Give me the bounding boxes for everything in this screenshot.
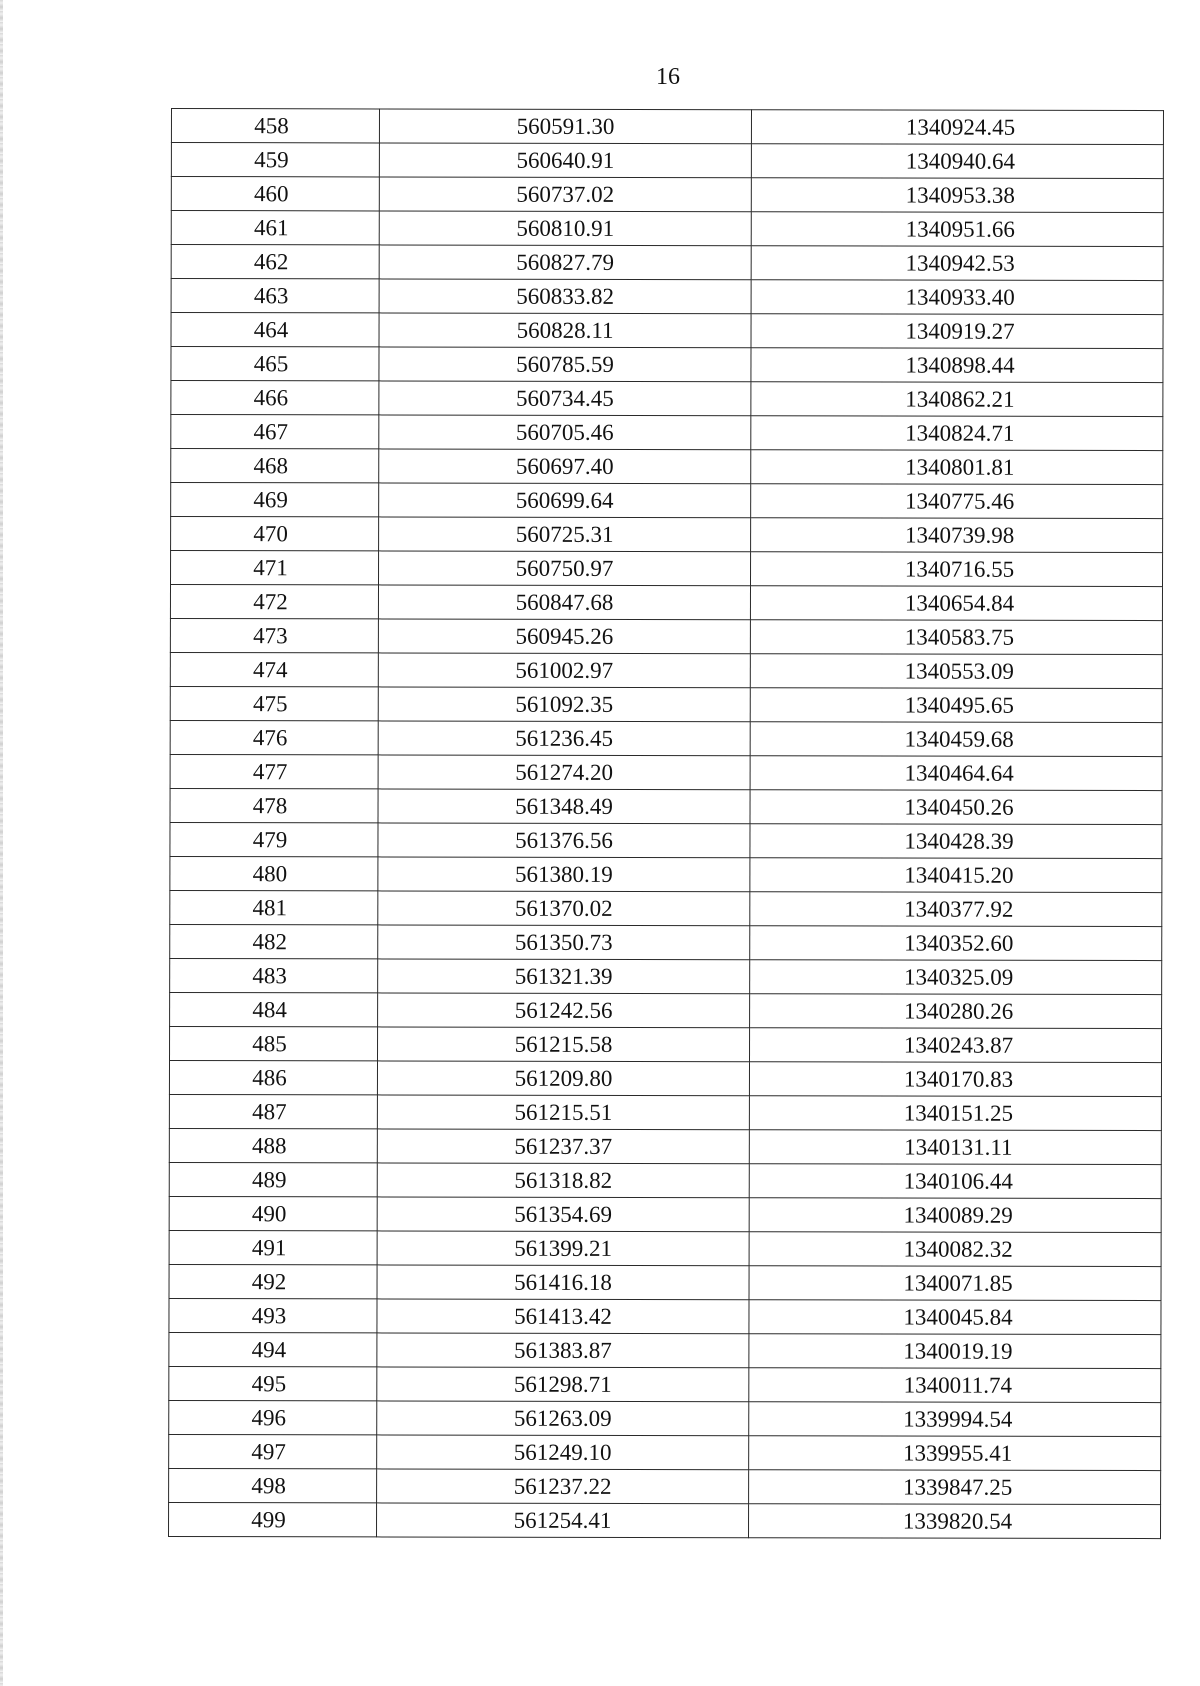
table-row [169, 1094, 1161, 1130]
y-coordinate-cell: 1340151.25 [749, 1096, 1161, 1131]
point-number-cell: 461 [171, 211, 379, 245]
y-coordinate-cell: 1340924.45 [751, 110, 1163, 145]
point-number-cell: 465 [171, 347, 379, 381]
table-row [170, 618, 1162, 654]
point-number-cell: 458 [171, 109, 379, 143]
x-coordinate-cell: 561002.97 [378, 653, 750, 688]
x-coordinate-cell: 561274.20 [378, 755, 750, 790]
y-coordinate-cell: 1340862.21 [751, 382, 1163, 417]
x-coordinate-cell: 560828.11 [379, 313, 751, 348]
y-coordinate-cell: 1339955.41 [749, 1436, 1161, 1471]
y-coordinate-cell: 1340940.64 [751, 144, 1163, 179]
y-coordinate-cell: 1340415.20 [750, 858, 1162, 893]
y-coordinate-cell: 1340933.40 [751, 280, 1163, 315]
point-number-cell: 472 [170, 585, 378, 619]
table-row [170, 652, 1162, 688]
table-row [170, 585, 1162, 621]
point-number-cell: 460 [171, 177, 379, 211]
table-row [169, 1230, 1161, 1266]
table-row [171, 177, 1163, 213]
x-coordinate-cell: 560699.64 [379, 483, 751, 518]
x-coordinate-cell: 561354.69 [377, 1197, 749, 1232]
table-row [170, 822, 1162, 858]
table-row [170, 788, 1162, 824]
table-row [171, 279, 1163, 315]
point-number-cell: 495 [169, 1366, 377, 1400]
x-coordinate-cell: 560640.91 [379, 143, 751, 178]
x-coordinate-cell: 561263.09 [377, 1401, 749, 1436]
x-coordinate-cell: 561242.56 [378, 993, 750, 1028]
table-row [171, 381, 1163, 417]
y-coordinate-cell: 1340553.09 [750, 654, 1162, 689]
point-number-cell: 475 [170, 686, 378, 720]
table-row [169, 1264, 1161, 1300]
point-number-cell: 476 [170, 720, 378, 754]
y-coordinate-cell: 1340428.39 [750, 824, 1162, 859]
y-coordinate-cell: 1340583.75 [750, 620, 1162, 655]
x-coordinate-cell: 561215.58 [378, 1027, 750, 1062]
table-row [171, 211, 1163, 247]
table-row [170, 1026, 1162, 1062]
point-number-cell: 493 [169, 1298, 377, 1332]
point-number-cell: 480 [170, 856, 378, 890]
table-row [170, 958, 1162, 994]
point-number-cell: 462 [171, 245, 379, 279]
y-coordinate-cell: 1340953.38 [751, 178, 1163, 213]
y-coordinate-cell: 1340951.66 [751, 212, 1163, 247]
table-row [170, 992, 1162, 1028]
point-number-cell: 490 [169, 1196, 377, 1230]
x-coordinate-cell: 560591.30 [379, 109, 751, 144]
x-coordinate-cell: 560737.02 [379, 177, 751, 212]
x-coordinate-cell: 560827.79 [379, 245, 751, 280]
x-coordinate-cell: 560945.26 [378, 619, 750, 654]
y-coordinate-cell: 1340919.27 [751, 314, 1163, 349]
y-coordinate-cell: 1340654.84 [750, 586, 1162, 621]
y-coordinate-cell: 1340082.32 [749, 1232, 1161, 1267]
x-coordinate-cell: 561348.49 [378, 789, 750, 824]
table-row [171, 143, 1163, 179]
table-row [169, 1332, 1161, 1368]
x-coordinate-cell: 561209.80 [377, 1061, 749, 1096]
x-coordinate-cell: 561376.56 [378, 823, 750, 858]
x-coordinate-cell: 561254.41 [377, 1503, 749, 1538]
point-number-cell: 467 [171, 415, 379, 449]
point-number-cell: 463 [171, 279, 379, 313]
point-number-cell: 481 [170, 890, 378, 924]
y-coordinate-cell: 1340464.64 [750, 756, 1162, 791]
y-coordinate-cell: 1340352.60 [750, 926, 1162, 961]
point-number-cell: 489 [169, 1162, 377, 1196]
y-coordinate-cell: 1340801.81 [751, 450, 1163, 485]
point-number-cell: 486 [169, 1060, 377, 1094]
x-coordinate-cell: 561298.71 [377, 1367, 749, 1402]
y-coordinate-cell: 1340325.09 [750, 960, 1162, 995]
point-number-cell: 468 [171, 449, 379, 483]
table-row [171, 483, 1163, 519]
y-coordinate-cell: 1340377.92 [750, 892, 1162, 927]
point-number-cell: 459 [171, 143, 379, 177]
point-number-cell: 494 [169, 1332, 377, 1366]
point-number-cell: 473 [170, 618, 378, 652]
table-row [170, 686, 1162, 722]
x-coordinate-cell: 561237.37 [377, 1129, 749, 1164]
y-coordinate-cell: 1340243.87 [750, 1028, 1162, 1063]
x-coordinate-cell: 560810.91 [379, 211, 751, 246]
point-number-cell: 492 [169, 1264, 377, 1298]
point-number-cell: 488 [169, 1128, 377, 1162]
table-row [170, 720, 1162, 756]
coordinates-table-body [169, 109, 1164, 1539]
x-coordinate-cell: 560697.40 [379, 449, 751, 484]
table-row [169, 1434, 1161, 1470]
x-coordinate-cell: 561416.18 [377, 1265, 749, 1300]
x-coordinate-cell: 561215.51 [377, 1095, 749, 1130]
x-coordinate-cell: 560785.59 [379, 347, 751, 382]
point-number-cell: 487 [169, 1094, 377, 1128]
table-row [170, 856, 1162, 892]
table-row [169, 1128, 1161, 1164]
x-coordinate-cell: 561092.35 [378, 687, 750, 722]
scan-edge [0, 0, 3, 1686]
x-coordinate-cell: 561318.82 [377, 1163, 749, 1198]
y-coordinate-cell: 1340089.29 [749, 1198, 1161, 1233]
y-coordinate-cell: 1339847.25 [749, 1470, 1161, 1505]
y-coordinate-cell: 1340280.26 [750, 994, 1162, 1029]
table-row [169, 1468, 1161, 1504]
point-number-cell: 491 [169, 1230, 377, 1264]
table-row [171, 245, 1163, 281]
table-row [169, 1400, 1161, 1436]
x-coordinate-cell: 560725.31 [379, 517, 751, 552]
y-coordinate-cell: 1340045.84 [749, 1300, 1161, 1335]
point-number-cell: 479 [170, 822, 378, 856]
table-row [170, 924, 1162, 960]
point-number-cell: 469 [171, 483, 379, 517]
x-coordinate-cell: 561237.22 [377, 1469, 749, 1504]
point-number-cell: 484 [170, 992, 378, 1026]
point-number-cell: 470 [171, 517, 379, 551]
x-coordinate-cell: 561399.21 [377, 1231, 749, 1266]
point-number-cell: 466 [171, 381, 379, 415]
table-row [169, 1298, 1161, 1334]
y-coordinate-cell: 1340942.53 [751, 246, 1163, 281]
table-row [170, 754, 1162, 790]
point-number-cell: 477 [170, 754, 378, 788]
y-coordinate-cell: 1340739.98 [751, 518, 1163, 553]
table-row [170, 890, 1162, 926]
y-coordinate-cell: 1340824.71 [751, 416, 1163, 451]
y-coordinate-cell: 1340106.44 [749, 1164, 1161, 1199]
y-coordinate-cell: 1340011.74 [749, 1368, 1161, 1403]
y-coordinate-cell: 1340071.85 [749, 1266, 1161, 1301]
x-coordinate-cell: 561370.02 [378, 891, 750, 926]
table-row [171, 449, 1163, 485]
table-row [169, 1366, 1161, 1402]
table-row [169, 1162, 1161, 1198]
table-row [171, 551, 1163, 587]
x-coordinate-cell: 561413.42 [377, 1299, 749, 1334]
point-number-cell: 483 [170, 958, 378, 992]
coordinates-table [168, 108, 1164, 1539]
point-number-cell: 498 [169, 1468, 377, 1502]
y-coordinate-cell: 1340170.83 [749, 1062, 1161, 1097]
point-number-cell: 464 [171, 313, 379, 347]
y-coordinate-cell: 1339820.54 [749, 1504, 1161, 1539]
x-coordinate-cell: 560705.46 [379, 415, 751, 450]
table-row [169, 1060, 1161, 1096]
x-coordinate-cell: 561383.87 [377, 1333, 749, 1368]
table-row [169, 1502, 1161, 1538]
table-row [171, 347, 1163, 383]
table-row [171, 415, 1163, 451]
x-coordinate-cell: 560833.82 [379, 279, 751, 314]
y-coordinate-cell: 1340450.26 [750, 790, 1162, 825]
y-coordinate-cell: 1340775.46 [751, 484, 1163, 519]
point-number-cell: 485 [170, 1026, 378, 1060]
point-number-cell: 496 [169, 1400, 377, 1434]
x-coordinate-cell: 561236.45 [378, 721, 750, 756]
point-number-cell: 478 [170, 788, 378, 822]
table-row [171, 517, 1163, 553]
table-row [171, 313, 1163, 349]
table-row [171, 109, 1163, 145]
y-coordinate-cell: 1340459.68 [750, 722, 1162, 757]
point-number-cell: 482 [170, 924, 378, 958]
y-coordinate-cell: 1339994.54 [749, 1402, 1161, 1437]
x-coordinate-cell: 561350.73 [378, 925, 750, 960]
x-coordinate-cell: 560750.97 [379, 551, 751, 586]
x-coordinate-cell: 560734.45 [379, 381, 751, 416]
x-coordinate-cell: 561249.10 [377, 1435, 749, 1470]
y-coordinate-cell: 1340495.65 [750, 688, 1162, 723]
x-coordinate-cell: 561380.19 [378, 857, 750, 892]
point-number-cell: 474 [170, 652, 378, 686]
y-coordinate-cell: 1340131.11 [749, 1130, 1161, 1165]
page-number: 16 [656, 64, 680, 90]
x-coordinate-cell: 561321.39 [378, 959, 750, 994]
y-coordinate-cell: 1340019.19 [749, 1334, 1161, 1369]
x-coordinate-cell: 560847.68 [378, 585, 750, 620]
point-number-cell: 499 [169, 1502, 377, 1536]
y-coordinate-cell: 1340716.55 [751, 552, 1163, 587]
point-number-cell: 497 [169, 1434, 377, 1468]
y-coordinate-cell: 1340898.44 [751, 348, 1163, 383]
table-row [169, 1196, 1161, 1232]
point-number-cell: 471 [171, 551, 379, 585]
